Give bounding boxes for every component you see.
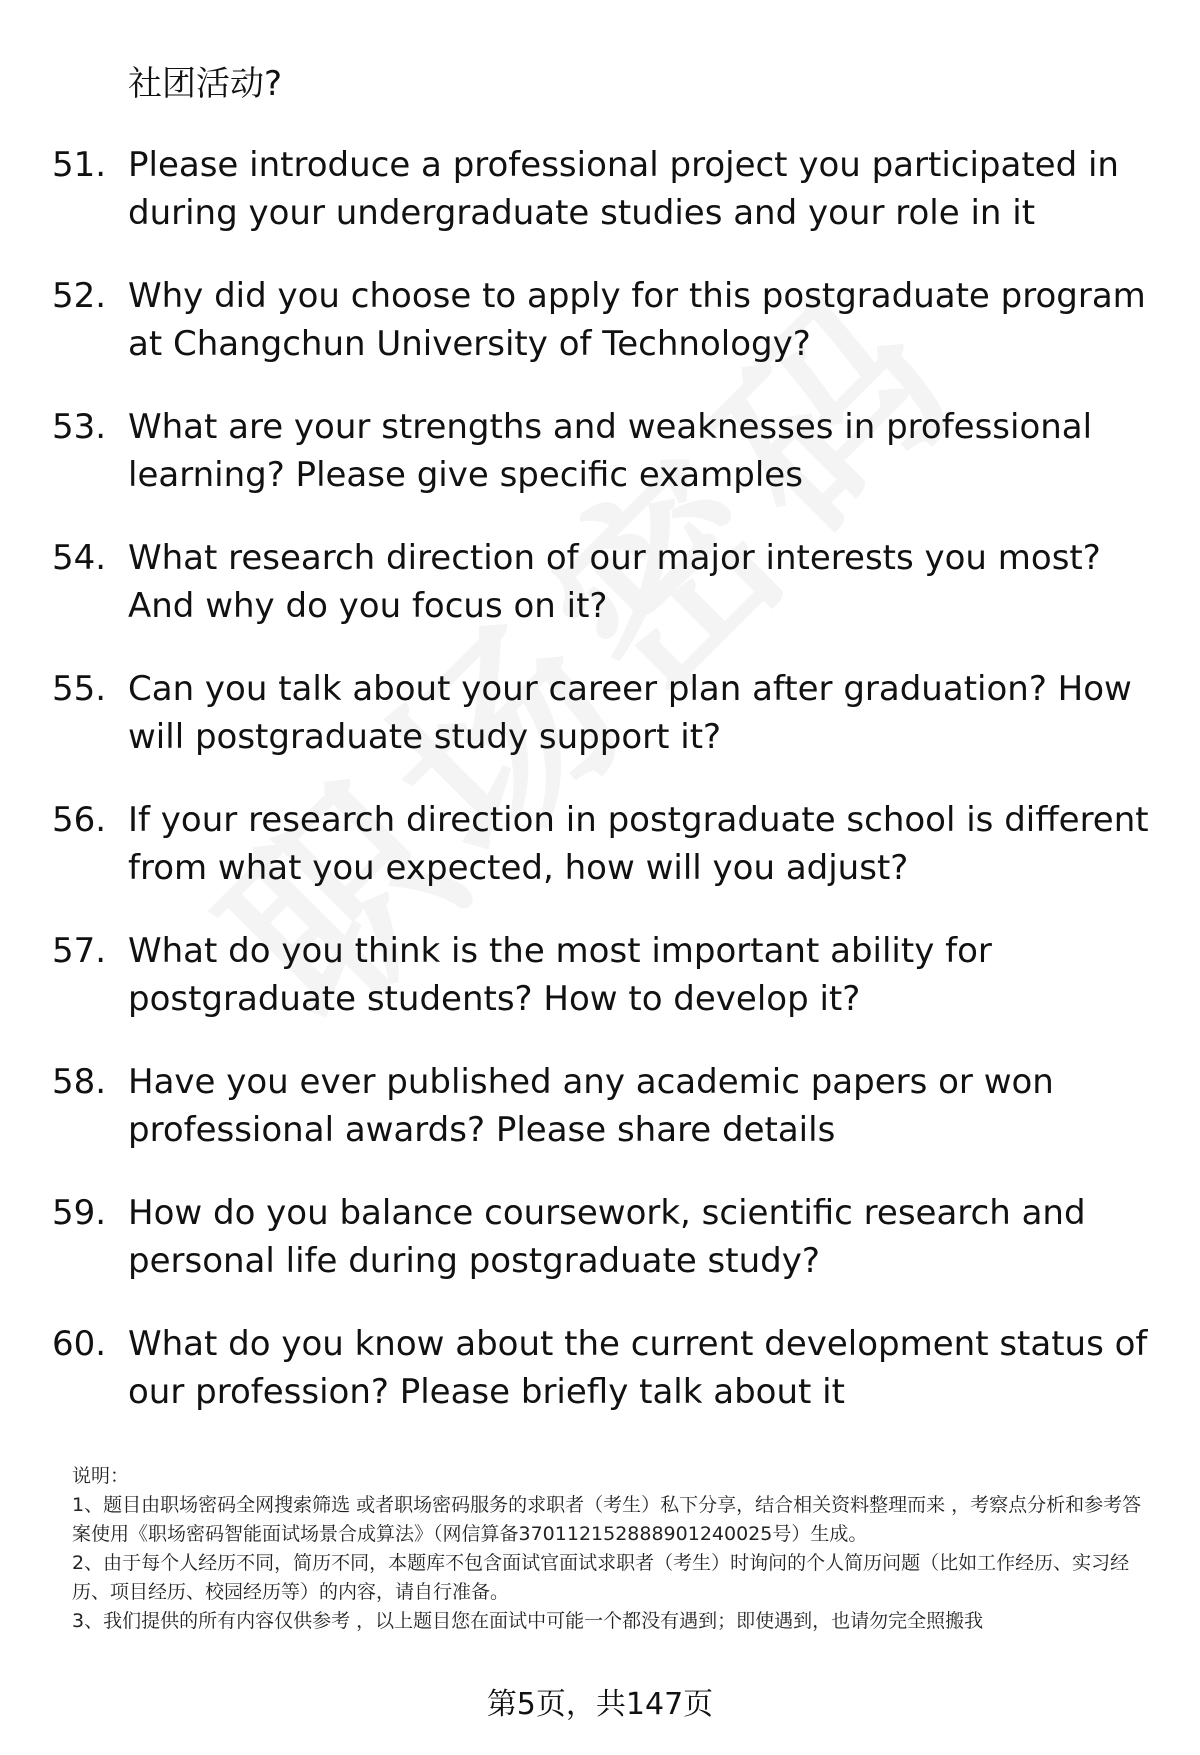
notes-section	[72, 1462, 1142, 1636]
question-text: What do you know about the current development status of our profession? Please briefly talk about it	[128, 1324, 1148, 1412]
question-text: What do you think is the most important ability for postgraduate students? How to develop it?	[128, 931, 992, 1019]
question-number: 52.	[52, 276, 107, 316]
question-number: 58.	[52, 1062, 107, 1102]
question-text: If your research direction in postgraduate school is different from what you expected, how will you adjust?	[128, 800, 1149, 888]
question-number: 60.	[52, 1324, 107, 1364]
question-item	[52, 272, 1162, 368]
question-number: 53.	[52, 407, 107, 447]
note-item: 1、题目由职场密码全网搜索筛选 或者职场密码服务的求职者（考生）私下分享，结合相关资料整理而来 ，考察点分析和参考答案使用《职场密码智能面试场景合成算法》（网信算备370112152888901240025号）生成。	[72, 1494, 1142, 1545]
question-number: 59.	[52, 1193, 107, 1233]
question-number: 54.	[52, 538, 107, 578]
question-item	[52, 534, 1162, 630]
question-text: Can you talk about your career plan after graduation? How will postgraduate study support it?	[128, 669, 1132, 757]
question-item	[52, 1189, 1162, 1285]
question-item	[52, 796, 1162, 892]
note-item: 2、由于每个人经历不同，简历不同，本题库不包含面试官面试求职者（考生）时询问的个人简历问题（比如工作经历、实习经历、项目经历、校园经历等）的内容，请自行准备。	[72, 1552, 1130, 1603]
question-number: 56.	[52, 800, 107, 840]
question-number: 57.	[52, 931, 107, 971]
note-item: 3、我们提供的所有内容仅供参考 ，以上题目您在面试中可能一个都没有遇到；即使遇到，也请勿完全照搬我	[72, 1610, 984, 1632]
question-number: 51.	[52, 145, 107, 185]
question-text: What are your strengths and weaknesses in professional learning? Please give specific examples	[128, 407, 1093, 495]
question-item	[52, 403, 1162, 499]
continuation-text: 社团活动?	[128, 64, 283, 104]
page-number-footer: 第5页，共147页	[486, 1687, 714, 1722]
question-text: How do you balance coursework, scientific research and personal life during postgraduate study?	[128, 1193, 1086, 1281]
question-list	[52, 141, 1162, 1451]
question-number: 55.	[52, 669, 107, 709]
question-item	[52, 1320, 1162, 1416]
notes-heading: 说明：	[72, 1465, 130, 1487]
question-text: Why did you choose to apply for this postgraduate program at Changchun University of Technology?	[128, 276, 1146, 364]
question-text: Have you ever published any academic papers or won professional awards? Please share details	[128, 1062, 1054, 1150]
question-item	[52, 927, 1162, 1023]
question-text: What research direction of our major interests you most? And why do you focus on it?	[128, 538, 1101, 626]
question-text: Please introduce a professional project you participated in during your undergraduate studies and your role in it	[128, 145, 1119, 233]
question-item	[52, 141, 1162, 237]
question-item	[52, 665, 1162, 761]
question-item	[52, 1058, 1162, 1154]
